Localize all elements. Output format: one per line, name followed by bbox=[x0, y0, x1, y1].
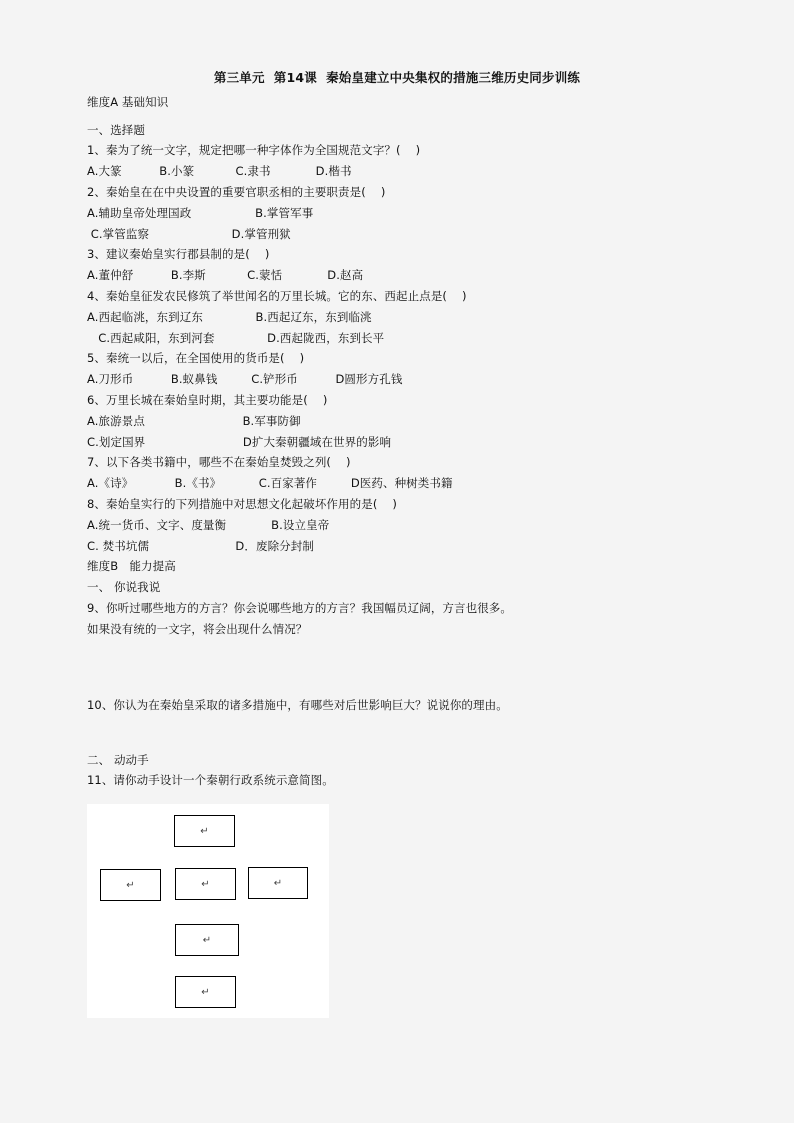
question-8-options-ab: A.统一货币、文字、度量衡 B.设立皇帝 bbox=[87, 518, 330, 532]
page-title: 第三单元 第14课 秦始皇建立中央集权的措施三维历史同步训练 bbox=[213, 70, 581, 85]
section-heading-discuss: 一、 你说我说 bbox=[87, 580, 161, 594]
diagram-box-lower[interactable]: ↵ bbox=[175, 924, 239, 956]
question-3-options: A.董仲舒 B.李斯 C.蒙恬 D.赵高 bbox=[87, 268, 364, 282]
question-4: 4、秦始皇征发农民修筑了举世闻名的万里长城。它的东、西起止点是( ) bbox=[87, 289, 467, 303]
section-heading-choice: 一、选择题 bbox=[87, 123, 145, 137]
question-7: 7、以下各类书籍中，哪些不在秦始皇焚毁之列( ) bbox=[87, 455, 351, 469]
question-2-options-ab: A.辅助皇帝处理国政 B.掌管军事 bbox=[87, 206, 314, 220]
diagram-box-top[interactable]: ↵ bbox=[174, 815, 235, 847]
question-3: 3、建议秦始皇实行郡县制的是( ) bbox=[87, 247, 270, 261]
question-2: 2、秦始皇在在中央设置的重要官职丞相的主要职责是( ) bbox=[87, 185, 386, 199]
question-6: 6、万里长城在秦始皇时期，其主要功能是( ) bbox=[87, 393, 328, 407]
question-9-continued: 如果没有统的一文字，将会出现什么情况？ bbox=[87, 622, 308, 636]
section-heading-dimension-a: 维度A 基础知识 bbox=[87, 95, 169, 109]
question-1: 1、秦为了统一文字，规定把哪一种字体作为全国规范文字？( ) bbox=[87, 143, 421, 157]
question-11: 11、请你动手设计一个秦朝行政系统示意简图。 bbox=[87, 773, 334, 787]
question-5: 5、秦统一以后，在全国使用的货币是( ) bbox=[87, 351, 305, 365]
question-10: 10、你认为在秦始皇采取的诸多措施中，有哪些对后世影响巨大？说说你的理由。 bbox=[87, 698, 508, 712]
section-heading-hands-on: 二、 动动手 bbox=[87, 753, 149, 767]
question-6-options-cd: C.划定国界 D扩大秦朝疆域在世界的影响 bbox=[87, 435, 392, 449]
diagram-box-right[interactable]: ↵ bbox=[248, 867, 308, 899]
diagram-box-left[interactable]: ↵ bbox=[100, 869, 161, 901]
question-8-options-cd: C. 焚书坑儒 D．废除分封制 bbox=[87, 539, 314, 553]
question-5-options: A.刀形币 B.蚁鼻钱 C.铲形币 D圆形方孔钱 bbox=[87, 372, 403, 386]
question-1-options: A.大篆 B.小篆 C.隶书 D.楷书 bbox=[87, 164, 352, 178]
diagram-box-bottom[interactable]: ↵ bbox=[175, 976, 236, 1008]
question-6-options-ab: A.旅游景点 B.军事防御 bbox=[87, 414, 301, 428]
question-9: 9、你听过哪些地方的方言？你会说哪些地方的方言？我国幅员辽阔，方言也很多。 bbox=[87, 601, 513, 615]
question-2-options-cd: C.掌管监察 D.掌管刑狱 bbox=[87, 227, 291, 241]
admin-system-diagram bbox=[87, 804, 329, 1018]
diagram-box-center[interactable]: ↵ bbox=[175, 868, 236, 900]
question-4-options-cd: C.西起咸阳，东到河套 D.西起陇西，东到长平 bbox=[87, 331, 385, 345]
question-4-options-ab: A.西起临洮，东到辽东 B.西起辽东，东到临洮 bbox=[87, 310, 372, 324]
section-heading-dimension-b: 维度B 能力提高 bbox=[87, 559, 176, 573]
question-7-options: A.《诗》 B.《书》 C.百家著作 D医药、种树类书籍 bbox=[87, 476, 453, 490]
question-8: 8、秦始皇实行的下列措施中对思想文化起破坏作用的是( ) bbox=[87, 497, 398, 511]
